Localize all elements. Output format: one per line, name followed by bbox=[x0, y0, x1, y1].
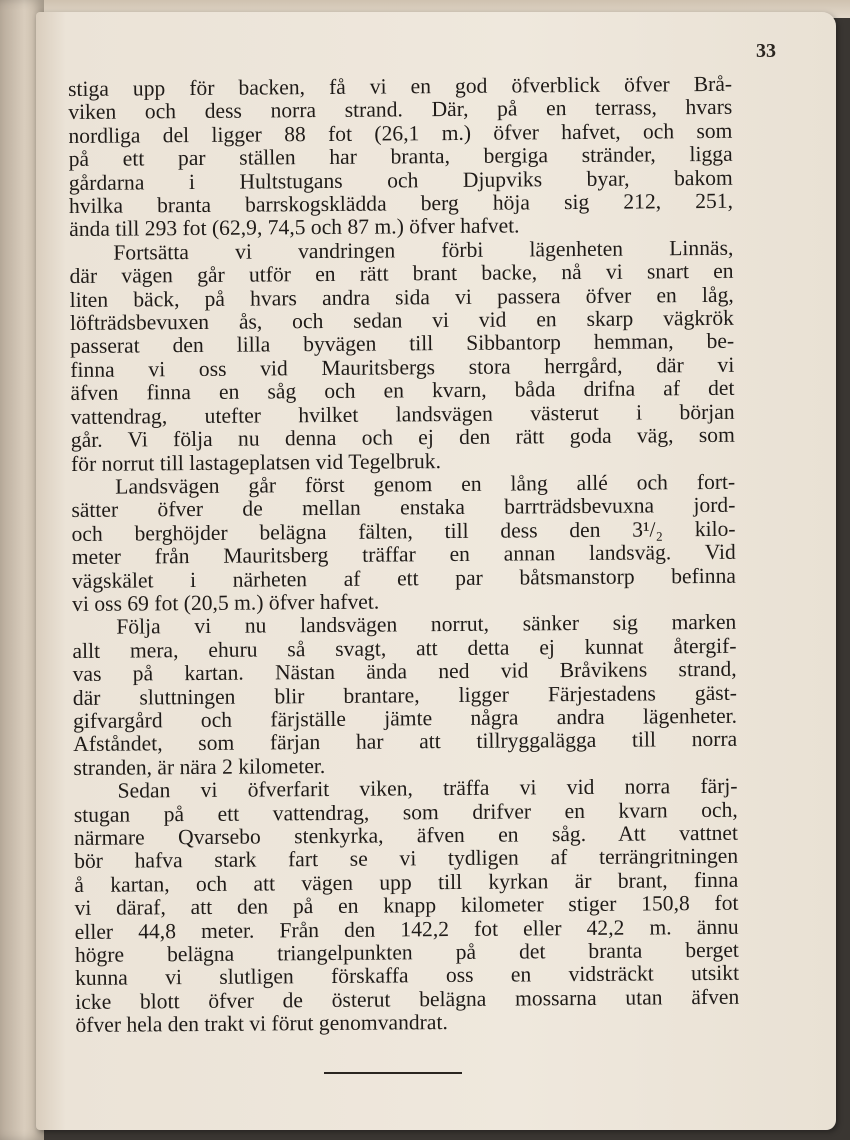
paragraph bbox=[71, 471, 736, 617]
text-line: icke blott öfver de österut belägna mossarna utan äfven bbox=[75, 984, 740, 1014]
text-line: vägskälet i närheten af ett par båtsmanstorp befinna bbox=[71, 563, 737, 593]
text-line: vi oss 69 fot (20,5 m.) öfver hafvet. bbox=[72, 589, 380, 616]
text-line: där sluttningen blir brantare, ligger Färjestadens gäst- bbox=[72, 680, 737, 710]
paragraph bbox=[74, 775, 740, 1038]
text-line: eller 44,8 meter. Från den 142,2 fot eller 42,2 m. ännu bbox=[74, 914, 739, 944]
text-line: finna vi oss vid Mauritsbergs stora herrgård, där vi bbox=[70, 352, 735, 382]
text-line: vattendrag, utefter hvilket landsvägen västerut i början bbox=[70, 399, 735, 429]
body-text bbox=[68, 73, 740, 1038]
text-line: närmare Qvarsebo stenkyrka, äfven en såg. Att vattnet bbox=[73, 820, 739, 850]
end-rule bbox=[324, 1072, 462, 1074]
text-line: å kartan, och att vägen upp till kyrkan är brant, finna bbox=[74, 867, 739, 897]
text-line: allt mera, ehuru så svagt, att detta ej kunnat återgif- bbox=[72, 633, 737, 663]
text-line: gårdarna i Hultstugans och Djupviks byar, bakom bbox=[68, 165, 733, 195]
text-line: gifvargård och färjställe jämte några andra lägenheter. bbox=[72, 703, 738, 733]
paragraph bbox=[69, 237, 735, 476]
text-line: Sedan vi öfverfarit viken, träffa vi vid norra färj- bbox=[117, 773, 738, 803]
text-line: stranden, är nära 2 kilometer. bbox=[73, 753, 326, 780]
text-line: passerat den lilla byvägen till Sibbantorp hemman, be- bbox=[70, 329, 735, 359]
text-line: högre belägna triangelpunkten på det branta berget bbox=[74, 937, 739, 968]
text-line: liten bäck, på hvars andra sida vi passera öfver en låg, bbox=[69, 282, 734, 312]
text-line: och berghöjder belägna fälten, till dess den 3¹/₂ kilo- bbox=[71, 516, 736, 546]
text-line: stiga upp för backen, få vi en god öfverblick öfver Brå- bbox=[67, 71, 733, 101]
text-line: nordliga del ligger 88 fot (26,1 m.) öfver hafvet, och som bbox=[68, 118, 733, 148]
text-line: äfven finna en såg och en kvarn, båda drifna af det bbox=[70, 376, 735, 406]
text-line: öfver hela den trakt vi förut genomvandrat. bbox=[75, 1010, 448, 1038]
text-line: viken och dess norra strand. Där, på en terrass, hvars bbox=[68, 95, 733, 125]
text-line: Fortsätta vi vandringen förbi lägenheten Linnäs, bbox=[113, 235, 734, 265]
paragraph bbox=[72, 611, 737, 780]
text-line: Landsvägen går först genom en lång allé och fort- bbox=[115, 469, 736, 499]
text-line: vi däraf, att den på en knapp kilometer stiger 150,8 fot bbox=[74, 890, 739, 921]
text-line: meter från Mauritsberg träffar en annan landsväg. Vid bbox=[71, 539, 736, 570]
text-line: kunna vi slutligen förskaffa oss en vidsträckt utsikt bbox=[74, 961, 740, 991]
text-line: vas på kartan. Nästan ända ned vid Bråvikens strand, bbox=[72, 656, 737, 687]
page-number: 33 bbox=[756, 40, 776, 62]
text-line: Följa vi nu landsvägen norrut, sänker sig marken bbox=[116, 610, 737, 639]
text-line: där vägen går utför en rätt brant backe, nå vi snart en bbox=[69, 259, 734, 289]
text-line: hvilka branta barrskogsklädda berg höja sig 212, 251, bbox=[68, 188, 734, 219]
text-line: löfträdsbevuxen ås, och sedan vi vid en skarp vägkrök bbox=[69, 305, 734, 336]
text-line: för norrut till lastageplatsen vid Tegelbruk. bbox=[70, 448, 442, 476]
text-line: Afståndet, som färjan har att tillryggalägga till norra bbox=[73, 727, 738, 757]
text-line: bör hafva stark fart se vi tydligen af terrängritningen bbox=[74, 844, 739, 874]
paragraph bbox=[68, 73, 733, 242]
text-line: på ett par ställen har branta, bergiga stränder, ligga bbox=[68, 142, 733, 172]
text-line: stugan på ett vattendrag, som drifver en kvarn och, bbox=[73, 797, 738, 827]
text-line: ända till 293 fot (62,9, 74,5 och 87 m.) öfver hafvet. bbox=[69, 213, 520, 242]
text-line: går. Vi följa nu denna och ej den rätt goda väg, som bbox=[70, 422, 735, 453]
text-line: sätter öfver de mellan enstaka barrträdsbevuxna jord- bbox=[71, 493, 736, 523]
